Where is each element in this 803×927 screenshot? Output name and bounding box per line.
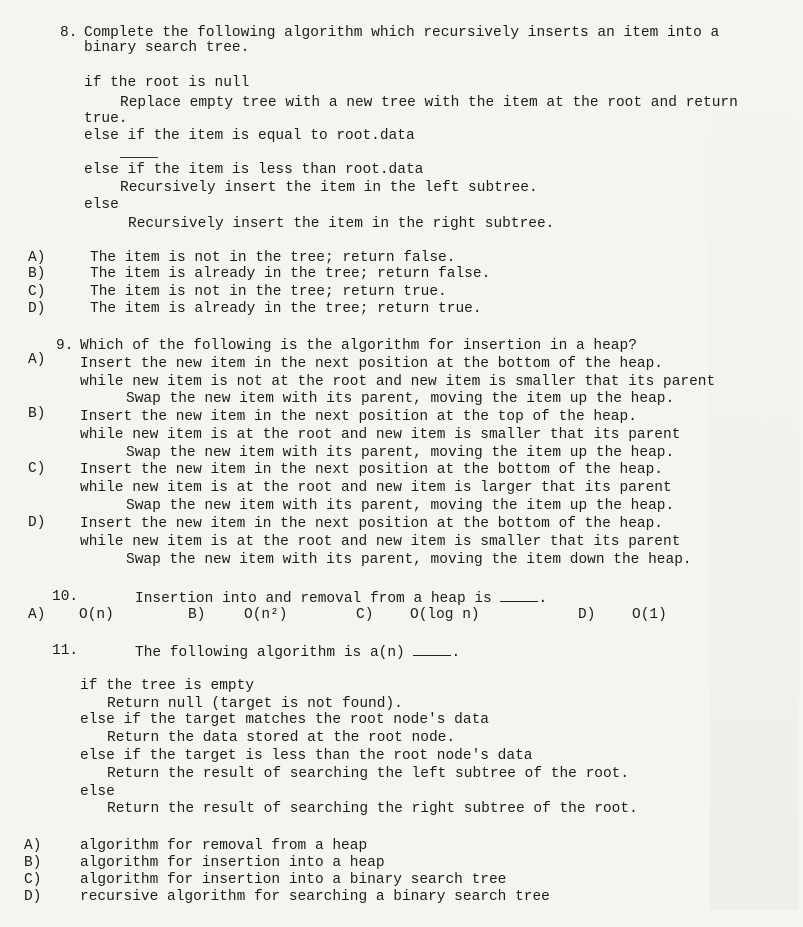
q9-option-c-label: C) <box>28 461 46 477</box>
q8-option-c-text: The item is not in the tree; return true. <box>90 284 447 300</box>
q11-code-line: else if the target is less than the root node's data <box>80 748 533 764</box>
q11-prompt-row <box>135 643 460 662</box>
q11-option-d-label: D) <box>24 889 42 905</box>
q10-option-c-text: O(log n) <box>410 607 480 623</box>
q11-option-b-label: B) <box>24 855 42 871</box>
q10-option-b-text: O(n²) <box>244 607 288 623</box>
q10-option-d-label: D) <box>578 607 596 623</box>
q8-code-line: Recursively insert the item in the right subtree. <box>128 216 555 232</box>
q8-option-c-label: C) <box>28 284 46 300</box>
q9-option-a-line: while new item is not at the root and new item is smaller that its parent <box>80 374 716 390</box>
q11-code-line: else if the target matches the root node's data <box>80 712 489 728</box>
q11-code-line: Return the result of searching the left subtree of the root. <box>107 766 630 782</box>
q8-option-d-text: The item is already in the tree; return true. <box>90 301 482 317</box>
q9-option-d-label: D) <box>28 515 46 531</box>
q10-prompt: Insertion into and removal from a heap is <box>135 591 492 607</box>
q11-prompt: The following algorithm is a(n) <box>135 645 405 661</box>
q8-code-line: true. <box>84 111 128 127</box>
q10-option-c-label: C) <box>356 607 374 623</box>
q9-option-c-line: while new item is at the root and new item is larger that its parent <box>80 480 672 496</box>
q9-option-c-line: Swap the new item with its parent, moving the item up the heap. <box>126 498 675 514</box>
q8-prompt-line1: Complete the following algorithm which recursively inserts an item into a <box>84 25 720 41</box>
q10-option-a-label: A) <box>28 607 46 623</box>
q9-option-d-line: while new item is at the root and new item is smaller that its parent <box>80 534 681 550</box>
q8-option-a-text: The item is not in the tree; return false. <box>90 250 456 266</box>
q9-option-a-line: Insert the new item in the next position at the bottom of the heap. <box>80 356 663 372</box>
q8-code-line: Replace empty tree with a new tree with the item at the root and return <box>120 95 738 111</box>
q10-number: 10. <box>52 589 79 605</box>
q11-code-line: Return the data stored at the root node. <box>107 730 456 746</box>
q9-option-d-line: Insert the new item in the next position at the bottom of the heap. <box>80 516 663 532</box>
q9-option-b-label: B) <box>28 406 46 422</box>
q9-prompt: Which of the following is the algorithm for insertion in a heap? <box>80 338 637 354</box>
q10-option-a-text: O(n) <box>79 607 114 623</box>
q8-code-line: if the root is null <box>84 75 250 91</box>
q8-option-b-text: The item is already in the tree; return false. <box>90 266 491 282</box>
q8-code-line: else if the item is less than root.data <box>84 162 424 178</box>
q8-prompt-line2: binary search tree. <box>84 40 250 56</box>
q9-option-a-line: Swap the new item with its parent, moving the item up the heap. <box>126 391 675 407</box>
q9-option-c-line: Insert the new item in the next position at the bottom of the heap. <box>80 462 663 478</box>
q9-option-b-line: Insert the new item in the next position at the top of the heap. <box>80 409 637 425</box>
q11-option-c-label: C) <box>24 872 42 888</box>
q10-prompt-end: . <box>538 591 548 607</box>
q11-option-d-text: recursive algorithm for searching a binary search tree <box>80 889 550 905</box>
q8-option-b-label: B) <box>28 266 46 282</box>
q10-answer-blank <box>500 589 538 602</box>
q8-option-d-label: D) <box>28 301 46 317</box>
q8-answer-blank <box>120 157 158 158</box>
q9-option-d-line: Swap the new item with its parent, moving the item down the heap. <box>126 552 692 568</box>
q11-prompt-end: . <box>451 645 461 661</box>
q11-option-a-text: algorithm for removal from a heap <box>80 838 368 854</box>
q9-option-b-line: Swap the new item with its parent, moving the item up the heap. <box>126 445 675 461</box>
q9-option-b-line: while new item is at the root and new item is smaller that its parent <box>80 427 681 443</box>
q8-option-a-label: A) <box>28 250 46 266</box>
q8-code-line: Recursively insert the item in the left subtree. <box>120 180 538 196</box>
q8-code-line: else if the item is equal to root.data <box>84 128 415 144</box>
q11-code-line: if the tree is empty <box>80 678 255 694</box>
q11-option-c-text: algorithm for insertion into a binary search tree <box>80 872 507 888</box>
q10-prompt-row <box>135 589 547 608</box>
q11-number: 11. <box>52 643 79 659</box>
q11-code-line: else <box>80 784 115 800</box>
q11-option-a-label: A) <box>24 838 42 854</box>
q10-option-b-label: B) <box>188 607 206 623</box>
q9-option-a-label: A) <box>28 352 46 368</box>
q11-answer-blank <box>413 643 451 656</box>
q9-number: 9. <box>56 338 74 354</box>
q8-code-line: else <box>84 197 119 213</box>
q11-code-line: Return null (target is not found). <box>107 696 403 712</box>
q8-number: 8. <box>60 25 78 41</box>
q11-option-b-text: algorithm for insertion into a heap <box>80 855 385 871</box>
bleed-through-margin <box>709 30 799 910</box>
q10-option-d-text: O(1) <box>632 607 667 623</box>
q11-code-line: Return the result of searching the right subtree of the root. <box>107 801 638 817</box>
